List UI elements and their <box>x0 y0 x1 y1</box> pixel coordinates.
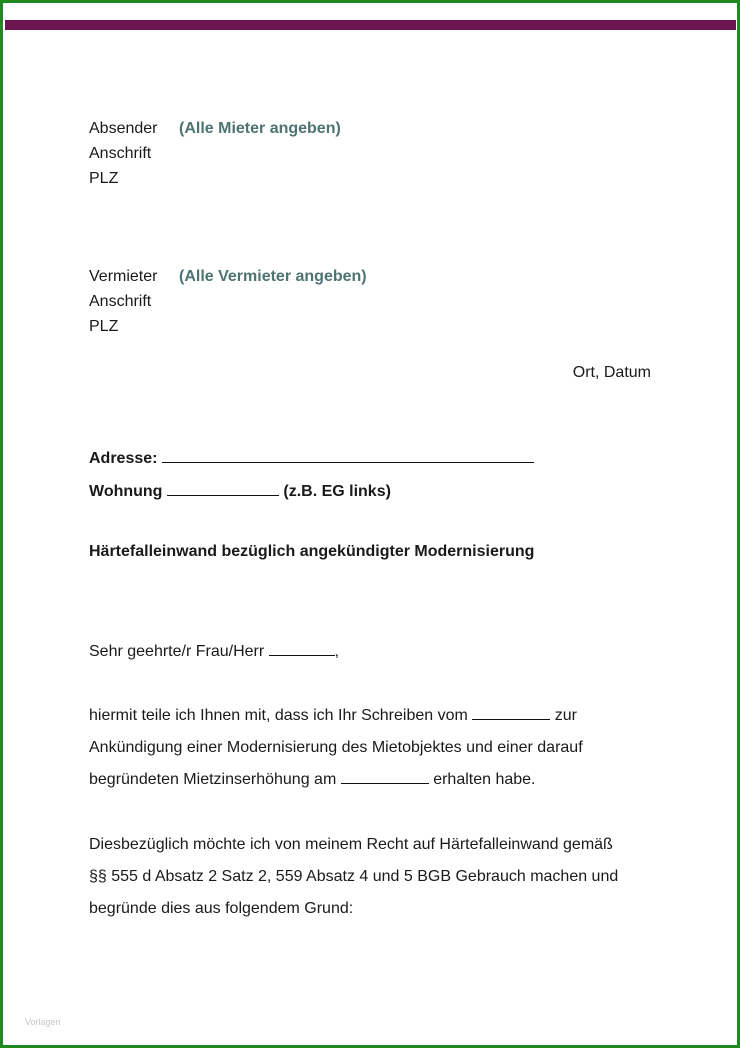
landlord-address: Anschrift <box>89 293 152 310</box>
landlord-label: Vermieter <box>89 268 158 285</box>
para1-line3-a: begründeten Mietzinserhöhung am <box>89 771 337 788</box>
para1-line1-b: zur <box>554 707 577 724</box>
paragraph-1 <box>89 700 659 796</box>
salutation <box>89 636 659 668</box>
para1-line2: Ankündigung einer Modernisierung des Mietobjektes und einer darauf <box>89 739 583 756</box>
salutation-text: Sehr geehrte/r Frau/Herr <box>89 643 265 660</box>
paragraph-2 <box>89 829 659 925</box>
sender-label: Absender <box>89 120 158 137</box>
para1-line3-b: erhalten habe. <box>433 771 536 788</box>
apartment-blank[interactable] <box>167 482 279 496</box>
address-blank[interactable] <box>162 449 534 463</box>
address-line <box>89 449 534 468</box>
letter-date-blank[interactable] <box>472 706 550 720</box>
sender-hint: (Alle Mieter angeben) <box>179 120 341 137</box>
place-date: Ort, Datum <box>572 364 651 381</box>
apartment-label: Wohnung <box>89 483 163 500</box>
subject-line: Härtefalleinwand bezüglich angekündigter Modernisierung <box>89 543 535 560</box>
para2-line3: begründe dies aus folgendem Grund: <box>89 900 354 917</box>
apartment-line <box>89 482 391 501</box>
receipt-date-blank[interactable] <box>341 770 429 784</box>
address-label: Adresse: <box>89 450 158 467</box>
apartment-example: (z.B. EG links) <box>283 483 391 500</box>
para2-line1: Diesbezüglich möchte ich von meinem Recht auf Härtefalleinwand gemäß <box>89 836 613 853</box>
para1-line1-a: hiermit teile ich Ihnen mit, dass ich Ihr Schreiben vom <box>89 707 468 724</box>
salutation-comma: , <box>334 643 340 660</box>
landlord-block <box>89 264 367 339</box>
sender-zip: PLZ <box>89 170 119 187</box>
landlord-hint: (Alle Vermieter angeben) <box>179 268 367 285</box>
watermark: Vorlagen <box>25 1017 61 1027</box>
sender-address: Anschrift <box>89 145 152 162</box>
salutation-blank[interactable] <box>269 642 335 656</box>
landlord-zip: PLZ <box>89 318 119 335</box>
para2-line2: §§ 555 d Absatz 2 Satz 2, 559 Absatz 4 und 5 BGB Gebrauch machen und <box>89 868 619 885</box>
header-accent-bar <box>5 20 736 30</box>
sender-block <box>89 116 341 191</box>
